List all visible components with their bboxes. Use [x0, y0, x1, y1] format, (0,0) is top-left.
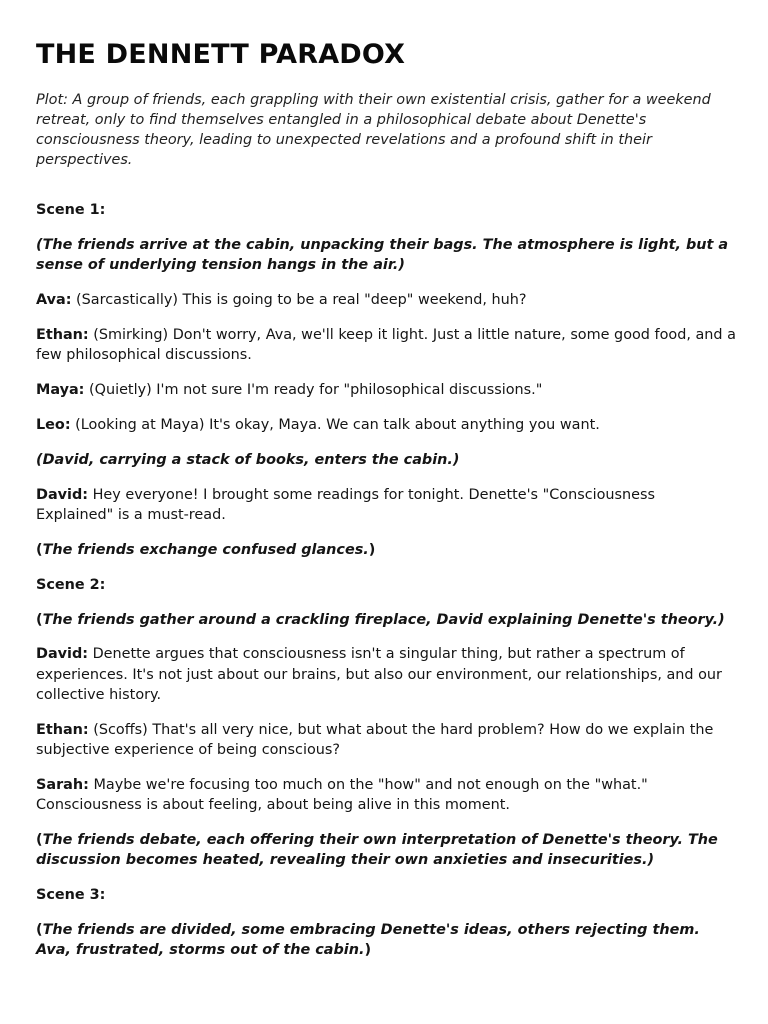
paren-open: ( — [36, 541, 43, 558]
scene-2-heading: Scene 2: — [36, 576, 106, 593]
dialogue-line — [36, 485, 736, 525]
dialogue-text: Denette argues that consciousness isn't a singular thing, but rather a spectrum of experiences. It's not just about our brains, but also our environment, our relationships, and our collective history. — [36, 646, 722, 703]
paren-open: ( — [36, 831, 43, 848]
paren-open: ( — [36, 611, 43, 628]
stage-direction — [36, 830, 736, 870]
dialogue-line — [36, 720, 736, 760]
dialogue-text: (Looking at Maya) It's okay, Maya. We can talk about anything you want. — [70, 416, 600, 433]
speaker-name: David: — [36, 646, 89, 663]
dialogue-line — [36, 325, 736, 365]
page-title: THE DENNETT PARADOX — [36, 39, 406, 70]
speaker-name: Maya: — [36, 381, 85, 398]
dialogue-line — [36, 415, 736, 435]
paren-close: ) — [364, 942, 372, 959]
stage-direction: (The friends arrive at the cabin, unpacking their bags. The atmosphere is light, but a sense of underlying tension hangs in the air.) — [36, 236, 729, 274]
speaker-name: Sarah: — [36, 776, 89, 793]
speaker-name: Leo: — [36, 416, 71, 433]
paren-close: ) — [368, 541, 376, 558]
stage-direction — [36, 920, 736, 960]
dialogue-line — [36, 775, 736, 815]
plot-summary: Plot: A group of friends, each grappling with their own existential crisis, gather for a weekend retreat, only to find themselves entangled in a philosophical debate about Denette's consciousness theory, leading to unexpected revelations and a profound shift in their perspectives. — [36, 92, 711, 168]
dialogue-text: (Smirking) Don't worry, Ava, we'll keep it light. Just a little nature, some good food, and a few philosophical discussions. — [36, 326, 736, 364]
dialogue-line — [36, 290, 736, 310]
dialogue-text: (Scoffs) That's all very nice, but what about the hard problem? How do we explain the subjective experience of being conscious? — [36, 721, 714, 758]
dialogue-text: (Sarcastically) This is going to be a real "deep" weekend, huh? — [71, 291, 527, 308]
speaker-name: David: — [36, 486, 89, 503]
direction-text: The friends gather around a crackling fireplace, David explaining Denette's theory.) — [42, 611, 725, 628]
script-body — [36, 200, 736, 975]
dialogue-line — [36, 644, 736, 705]
speaker-name: Ethan: — [36, 721, 89, 738]
speaker-name: Ava: — [36, 291, 72, 308]
scene-3-heading: Scene 3: — [36, 886, 106, 903]
direction-text: The friends are divided, some embracing Denette's ideas, others rejecting them. Ava, frustrated, storms out of the cabin. — [36, 921, 700, 959]
dialogue-line — [36, 380, 736, 400]
stage-direction — [36, 540, 736, 560]
stage-direction — [36, 610, 736, 630]
stage-direction: (David, carrying a stack of books, enters the cabin.) — [36, 451, 460, 468]
direction-text: The friends exchange confused glances. — [42, 541, 369, 558]
dialogue-text: Hey everyone! I brought some readings for tonight. Denette's "Consciousness Explained" is a must-read. — [36, 486, 656, 523]
direction-text: The friends debate, each offering their own interpretation of Denette's theory. The discussion becomes heated, revealing their own anxieties and insecurities.) — [36, 831, 718, 869]
paren-open: ( — [36, 921, 43, 938]
scene-1-heading: Scene 1: — [36, 202, 106, 218]
dialogue-text: Maybe we're focusing too much on the "how" and not enough on the "what." Consciousness is about feeling, about being alive in this moment. — [36, 776, 648, 813]
speaker-name: Ethan: — [36, 326, 89, 343]
dialogue-text: (Quietly) I'm not sure I'm ready for "philosophical discussions." — [84, 381, 543, 398]
